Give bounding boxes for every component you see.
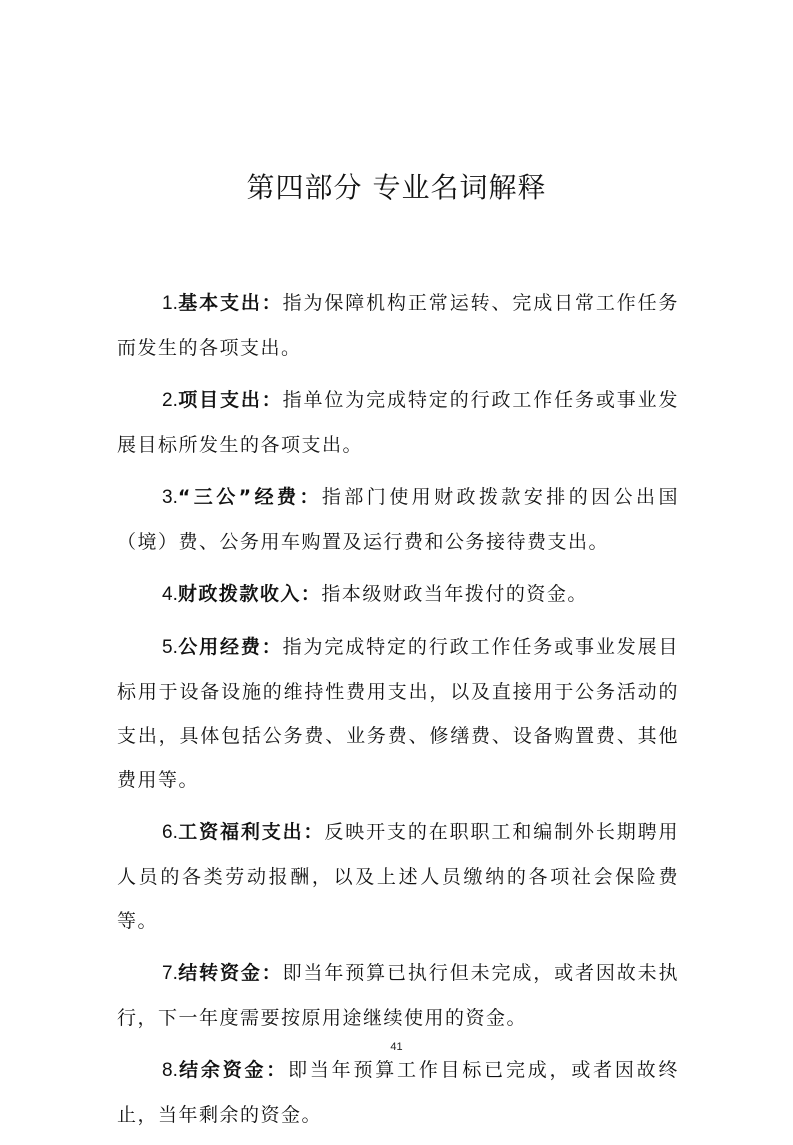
item-term: 财政拨款收入 [177, 583, 301, 605]
item-colon: ： [299, 486, 322, 508]
item-term: 项目支出 [177, 389, 262, 411]
glossary-item [117, 625, 679, 802]
glossary-item [117, 475, 679, 564]
page-title: 第四部分 专业名词解释 [246, 171, 547, 204]
item-definition: 反映开支的在职职工和编制外长期聘用人员的各类劳动报酬，以及上述人员缴纳的各项社会保险费等。 [117, 821, 679, 932]
item-term: 结余资金 [177, 1059, 267, 1081]
page-number: 41 [390, 1041, 403, 1053]
glossary-item [117, 281, 679, 370]
glossary-item [117, 1048, 679, 1137]
item-definition: 指本级财政当年拨付的资金。 [321, 583, 588, 605]
item-term: “三公”经费 [177, 486, 300, 508]
item-number: 3. [162, 487, 178, 508]
item-term: 基本支出 [177, 292, 262, 314]
item-number: 2. [162, 390, 178, 411]
item-definition: 指为保障机构正常运转、完成日常工作任务而发生的各项支出。 [117, 292, 679, 359]
item-colon: ： [266, 1059, 289, 1081]
item-colon: ： [303, 821, 325, 843]
item-colon: ： [261, 292, 283, 314]
item-term: 工资福利支出 [177, 821, 304, 843]
item-term: 公用经费 [177, 636, 262, 658]
item-definition: 指部门使用财政拨款安排的因公出国（境）费、公务用车购置及运行费和公务接待费支出。 [117, 486, 679, 553]
item-number: 7. [162, 963, 178, 984]
glossary-list [117, 281, 679, 1145]
item-number: 1. [162, 293, 178, 314]
item-colon: ： [261, 962, 283, 984]
item-term: 结转资金 [177, 962, 262, 984]
item-definition: 即当年预算已执行但未完成，或者因故未执行，下一年度需要按原用途继续使用的资金。 [117, 962, 679, 1029]
item-colon: ： [261, 636, 283, 658]
glossary-item [117, 378, 679, 467]
item-number: 8. [162, 1060, 178, 1081]
item-definition: 即当年预算工作目标已完成，或者因故终止，当年剩余的资金。 [117, 1059, 679, 1126]
item-number: 4. [162, 584, 178, 605]
item-colon: ： [261, 389, 283, 411]
item-definition: 指单位为完成特定的行政工作任务或事业发展目标所发生的各项支出。 [117, 389, 679, 456]
item-number: 6. [162, 822, 178, 843]
glossary-item [117, 572, 679, 617]
item-number: 5. [162, 637, 178, 658]
glossary-item [117, 951, 679, 1040]
item-colon: ： [300, 583, 322, 605]
glossary-item [117, 810, 679, 943]
item-definition: 指为完成特定的行政工作任务或事业发展目标用于设备设施的维持性费用支出，以及直接用于公务活动的支出，具体包括公务费、业务费、修缮费、设备购置费、其他费用等。 [117, 636, 679, 791]
